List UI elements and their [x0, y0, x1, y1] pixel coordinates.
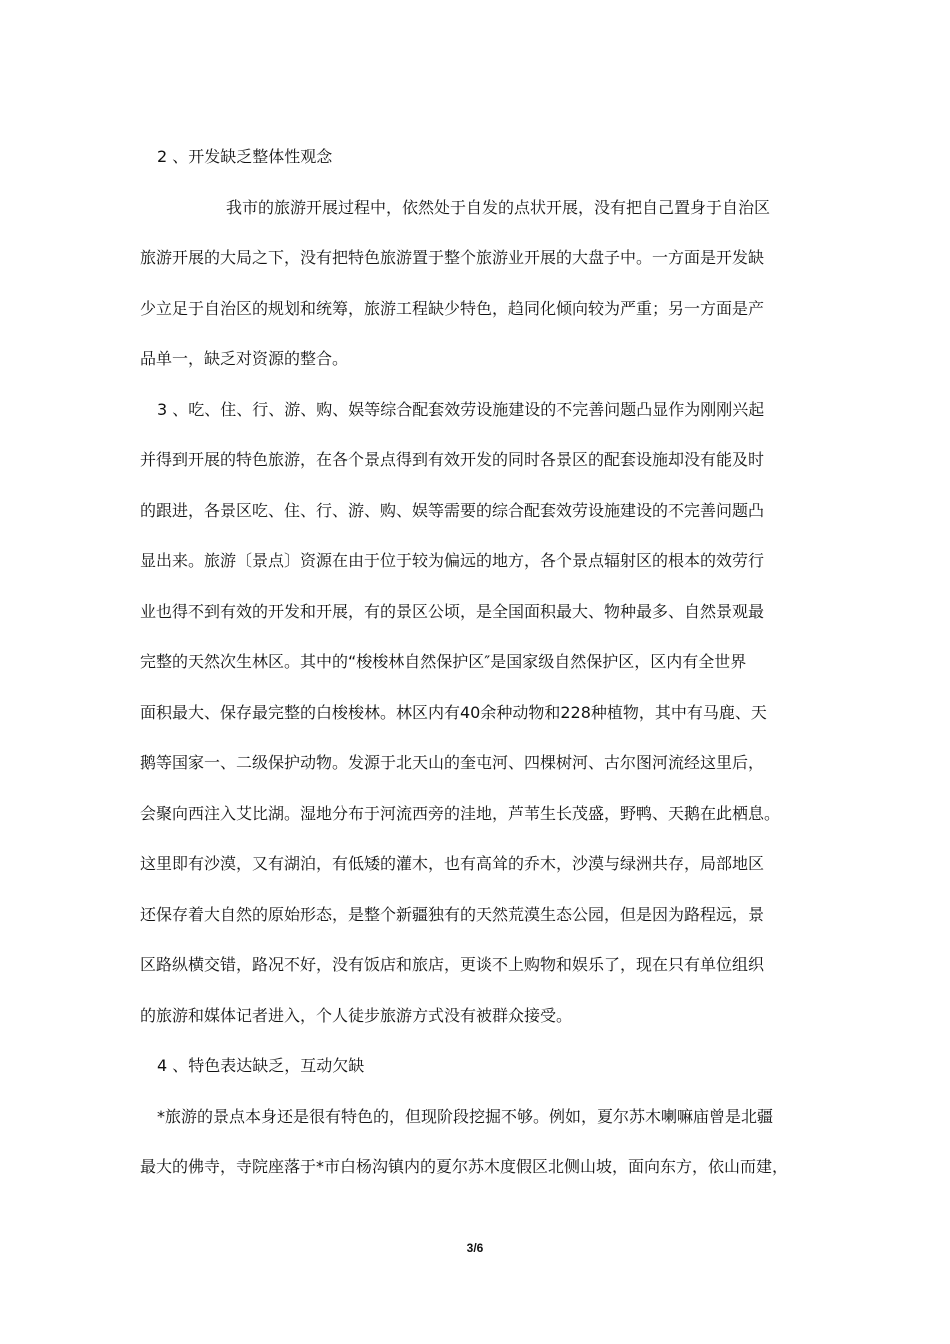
paragraph-line: 的旅游和媒体记者进入，个人徒步旅游方式没有被群众接受。: [140, 1005, 573, 1025]
paragraph-line: 面积最大、保存最完整的白梭梭林。林区内有40余种动物和228种植物，其中有马鹿、天: [140, 702, 767, 722]
paragraph-line: 显出来。旅游〔景点〕资源在由于位于较为偏远的地方，各个景点辐射区的根本的效劳行: [140, 551, 765, 570]
section-heading-4: 4 、特色表达缺乏，互动欠缺: [157, 1056, 365, 1075]
page-number: 3/6: [466, 1241, 484, 1255]
section-heading-3: 3 、吃、住、行、游、购、娱等综合配套效劳设施建设的不完善问题凸显作为刚刚兴起: [157, 399, 765, 419]
section-heading-2: 2 、开发缺乏整体性观念: [157, 147, 333, 166]
paragraph-line: 会聚向西注入艾比湖。湿地分布于河流西旁的洼地，芦苇生长茂盛，野鸭、天鹅在此栖息。: [140, 803, 781, 823]
paragraph-line: 旅游开展的大局之下，没有把特色旅游置于整个旅游业开展的大盘子中。一方面是开发缺: [140, 248, 765, 267]
paragraph-line: 还保存着大自然的原始形态，是整个新疆独有的天然荒漠生态公园，但是因为路程远，景: [140, 904, 765, 924]
paragraph-line: 并得到开展的特色旅游，在各个景点得到有效开发的同时各景区的配套设施却没有能及时: [140, 450, 765, 469]
paragraph-line: 这里即有沙漠，又有湖泊，有低矮的灌木，也有高耸的乔木，沙漠与绿洲共存，局部地区: [140, 854, 765, 873]
paragraph-line: 最大的佛寺，寺院座落于*市白杨沟镇内的夏尔苏木度假区北侧山坡，面向东方，依山而建，: [140, 1157, 789, 1176]
paragraph-line: 我市的旅游开展过程中，依然处于自发的点状开展，没有把自己置身于自治区: [226, 197, 771, 217]
paragraph-line: 区路纵横交错，路况不好，没有饭店和旅店，更谈不上购物和娱乐了，现在只有单位组织: [140, 955, 765, 974]
paragraph-line: 鹅等国家一、二级保护动物。发源于北天山的奎屯河、四棵树河、古尔图河流经这里后，: [140, 753, 765, 772]
paragraph-line: 品单一，缺乏对资源的整合。: [140, 349, 349, 368]
paragraph-line: 的跟进，各景区吃、住、行、游、购、娱等需要的综合配套效劳设施建设的不完善问题凸: [140, 500, 765, 520]
paragraph-line: *旅游的景点本身还是很有特色的，但现阶段挖掘不够。例如，夏尔苏木喇嘛庙曾是北疆: [157, 1106, 774, 1126]
paragraph-line: 少立足于自治区的规划和统筹，旅游工程缺少特色，趋同化倾向较为严重；另一方面是产: [140, 298, 765, 318]
document-body: [140, 140, 820, 1201]
paragraph-line: 完整的天然次生林区。其中的“梭梭林自然保护区″是国家级自然保护区，区内有全世界: [140, 652, 747, 671]
paragraph-line: 业也得不到有效的开发和开展，有的景区公顷，是全国面积最大、物种最多、自然景观最: [140, 601, 765, 621]
